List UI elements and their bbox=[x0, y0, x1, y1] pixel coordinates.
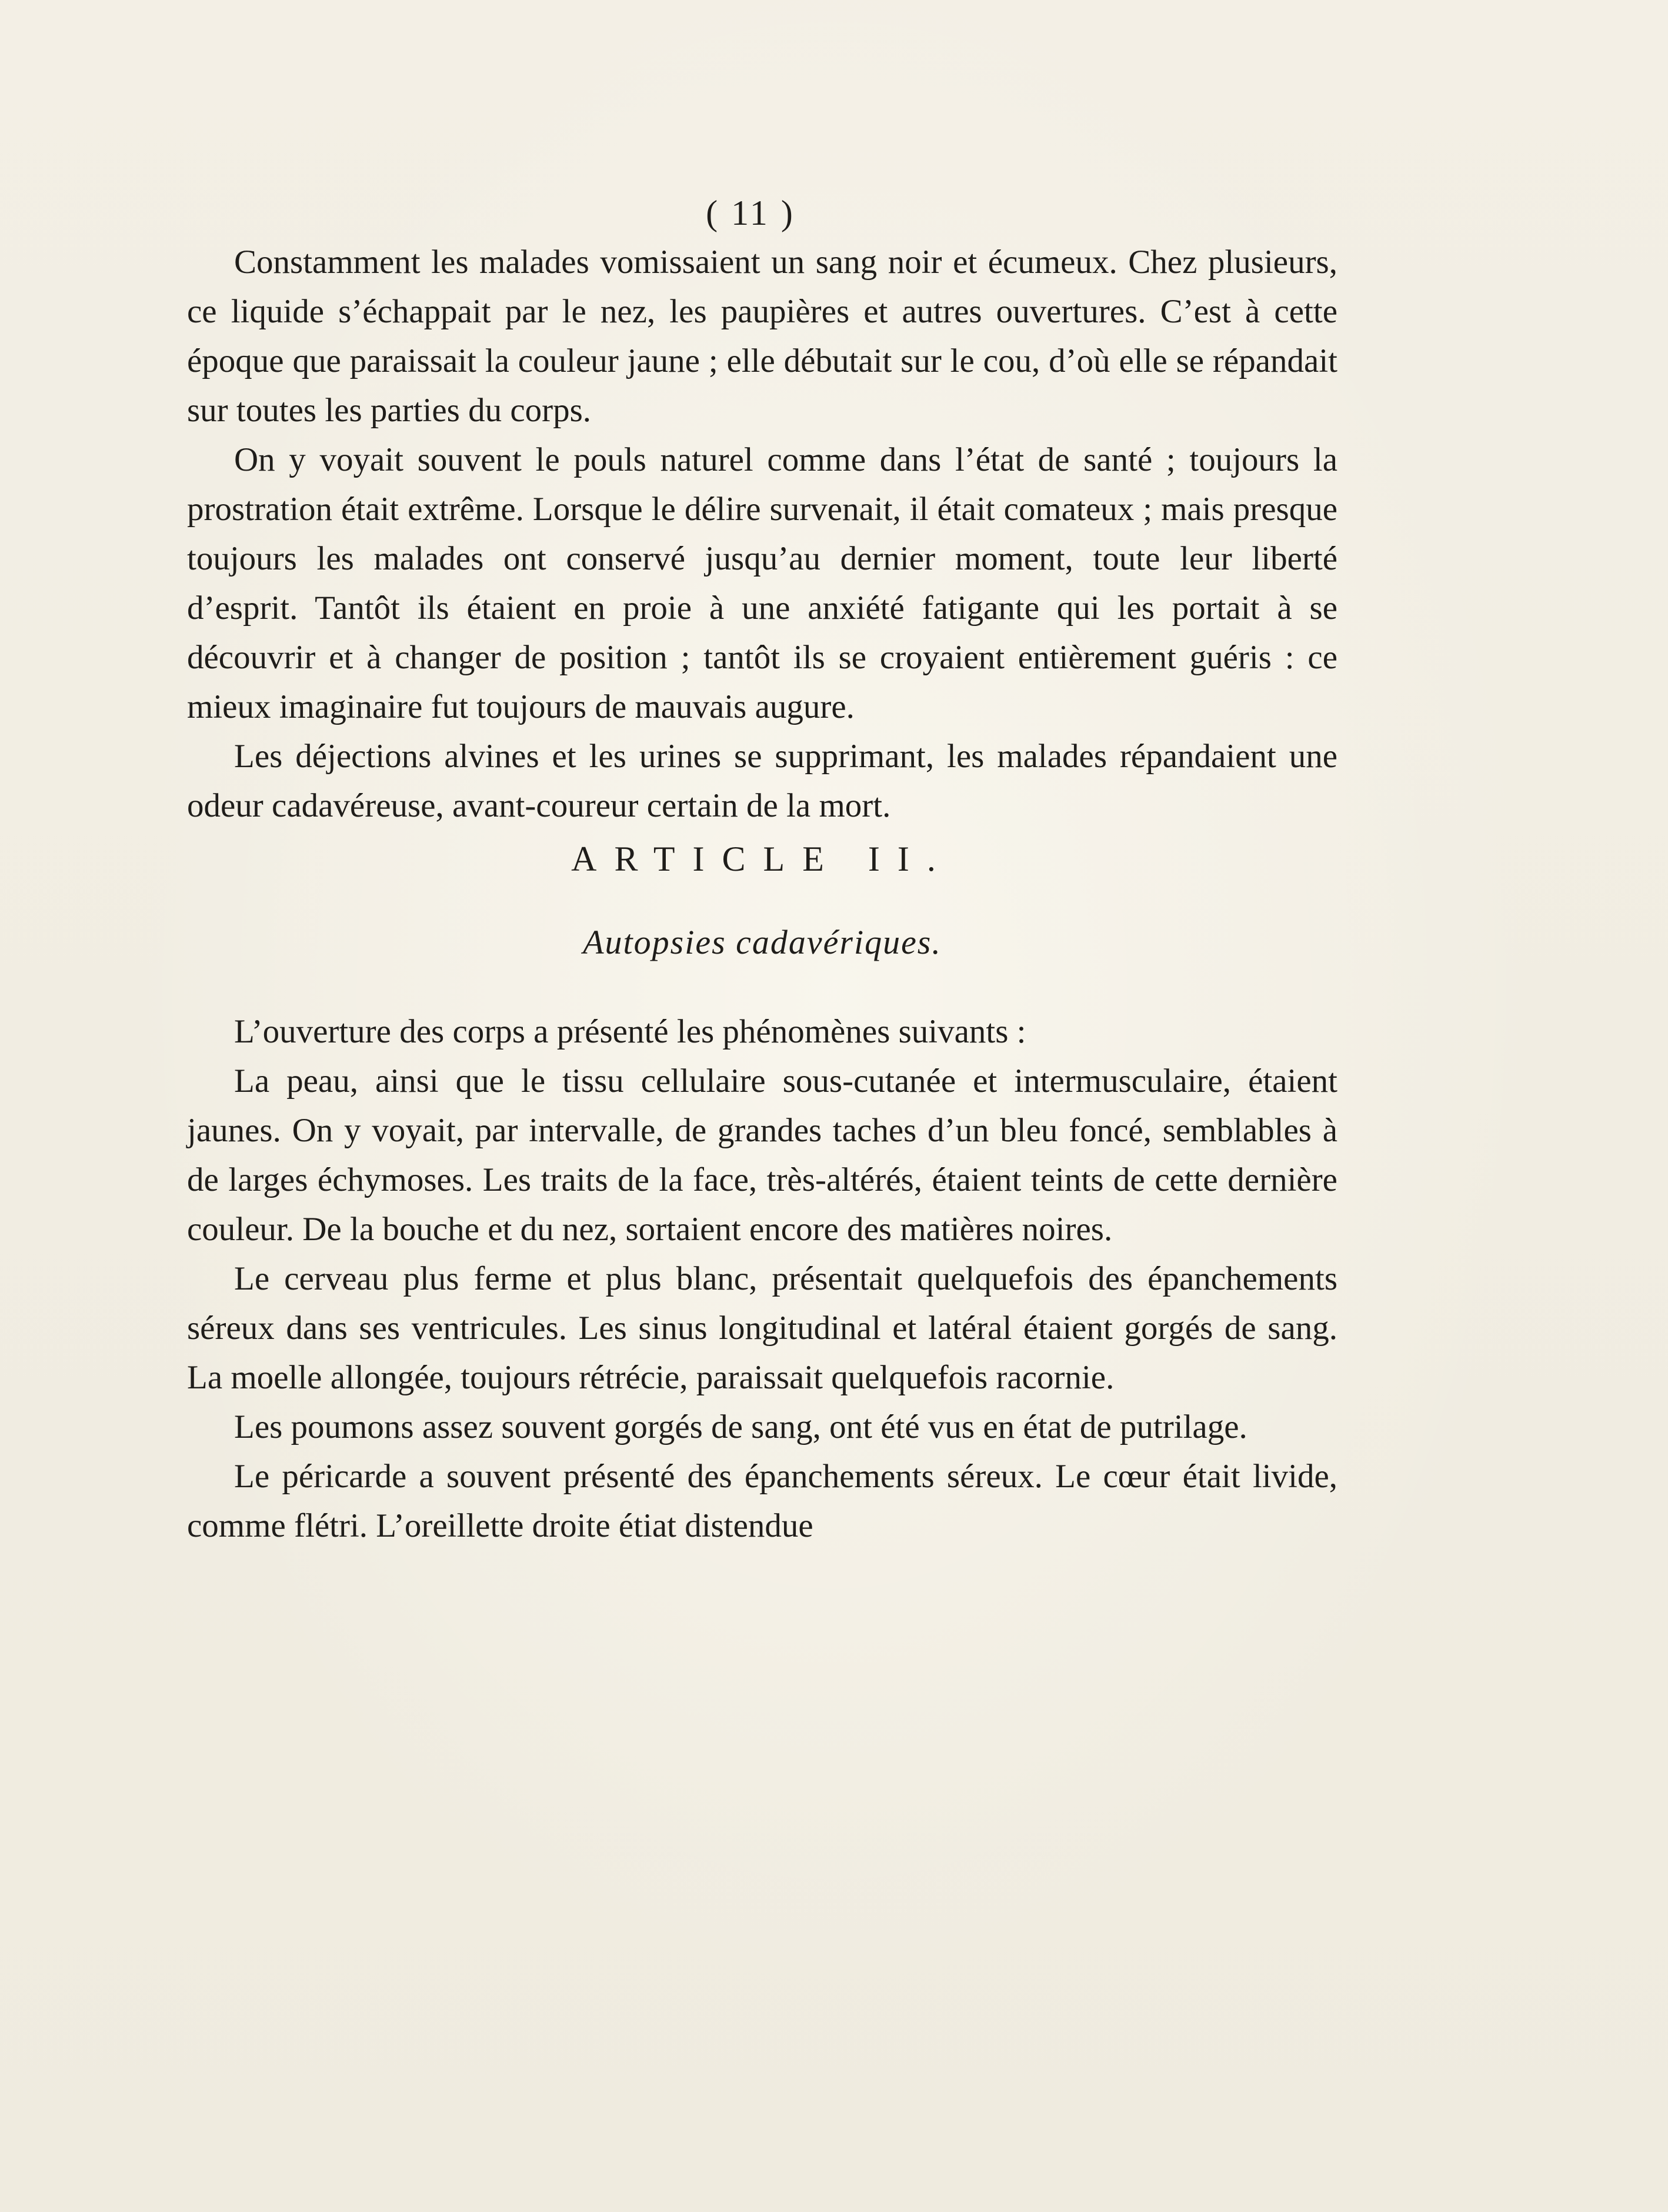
article-heading: ARTICLE II. bbox=[571, 840, 953, 878]
article-subtitle: Autopsies cadavériques. bbox=[583, 923, 942, 961]
paragraph-peau: La peau, ainsi que le tissu cellulaire sous-cutanée et intermusculaire, étaient jaunes. On y voyait, par intervalle, de grandes taches d’un bleu foncé, semblables à de larges échymoses. Les traits de la face, très-altérés, étaient teints de cette dernière couleur. De la bouche et du nez, sortaient encore des matières noires. bbox=[187, 1062, 1337, 1248]
page-number: ( 11 ) bbox=[706, 194, 795, 232]
section-spacer bbox=[187, 967, 1337, 1007]
paragraph-poumons: Les poumons assez souvent gorgés de sang, ont été vus en état de putrilage. bbox=[234, 1408, 1247, 1445]
paragraph-vomissements: Constamment les malades vomissaient un sang noir et écumeux. Chez plusieurs, ce liquide s’échappait par le nez, les paupières et autres ouvertures. C’est à cette époque que paraissait la couleur jaune ; elle débutait sur le cou, d’où elle se répandait sur toutes les parties du corps. bbox=[187, 244, 1337, 429]
paragraph-pericarde: Le péricarde a souvent présenté des épanchements séreux. Le cœur était livide, comme flétri. L’oreillette droite étiat distendue bbox=[187, 1458, 1337, 1544]
text-block bbox=[187, 188, 1337, 1551]
paragraph-pouls: On y voyait souvent le pouls naturel comme dans l’état de santé ; toujours la prostration était extrême. Lorsque le délire survenait, il était comateux ; mais presque toujours les malades ont conservé jusqu’au dernier moment, toute leur liberté d’esprit. Tantôt ils étaient en proie à une anxiété fatigante qui les portait à se découvrir et à changer de position ; tantôt ils se croyaient entièrement guéris : ce mieux imaginaire fut toujours de mauvais augure. bbox=[187, 441, 1337, 725]
paragraph-ouverture: L’ouverture des corps a présenté les phénomènes suivants : bbox=[234, 1013, 1026, 1050]
paragraph-dejections: Les déjections alvines et les urines se supprimant, les malades répandaient une odeur cadavéreuse, avant-coureur certain de la mort. bbox=[187, 738, 1337, 824]
paragraph-cerveau: Le cerveau plus ferme et plus blanc, présentait quelquefois des épanchements séreux dans ses ventricules. Les sinus longitudinal et latéral étaient gorgés de sang. La moelle allongée, toujours rétrécie, paraissait quelquefois racornie. bbox=[187, 1260, 1337, 1396]
